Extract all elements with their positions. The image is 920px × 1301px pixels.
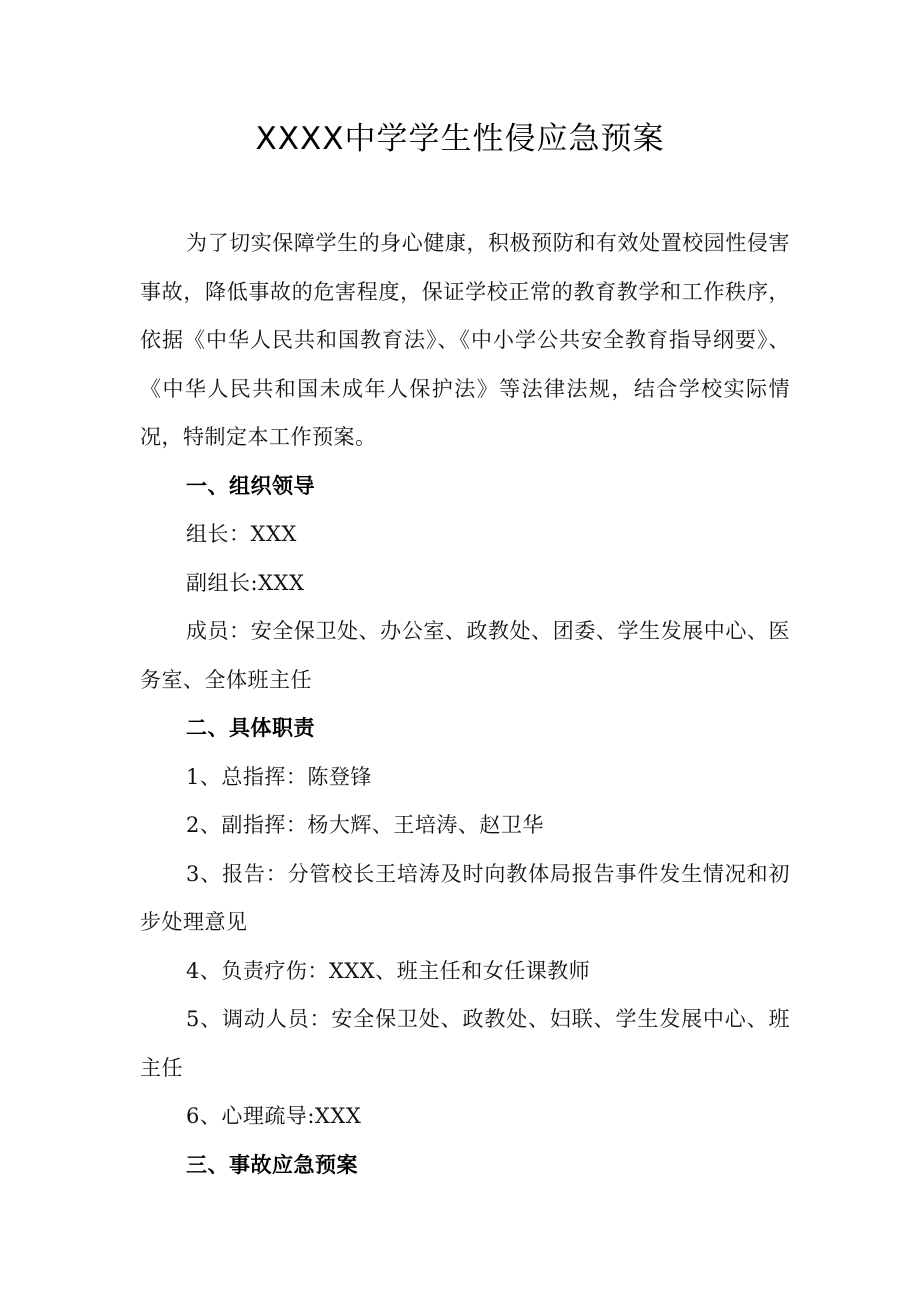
deputy-leader-line: 副组长:XXX <box>186 570 305 595</box>
document-title: XXXX中学学生性侵应急预案 <box>255 121 665 157</box>
responsibility-item: 4、负责疗伤：XXX、班主任和女任课教师 <box>186 958 591 983</box>
intro-paragraph: 为了切实保障学生的身心健康，积极预防和有效处置校园性侵害事故，降低事故的危害程度，保证学校正常的教育教学和工作秩序，依据《中华人民共和国教育法》、《中小学公共安全教育指导纲要》、《中华人民共和国未成年人保护法》等法律法规，结合学校实际情况，特制定本工作预案。 <box>140 231 790 449</box>
leader-line: 组长：XXX <box>186 522 297 546</box>
section-heading-organization: 一、组织领导 <box>186 473 315 498</box>
document-body <box>140 219 790 1189</box>
responsibility-item: 6、心理疏导:XXX <box>186 1104 362 1128</box>
responsibility-item: 3、报告：分管校长王培涛及时向教体局报告事件发生情况和初步处理意见 <box>140 861 790 934</box>
responsibility-item: 5、调动人员：安全保卫处、政教处、妇联、学生发展中心、班主任 <box>140 1007 790 1080</box>
responsibility-item: 2、副指挥：杨大辉、王培涛、赵卫华 <box>186 813 544 837</box>
section-heading-responsibilities: 二、具体职责 <box>186 716 315 740</box>
members-paragraph: 成员：安全保卫处、办公室、政教处、团委、学生发展中心、医务室、全体班主任 <box>140 619 790 692</box>
responsibility-item: 1、总指挥：陈登锋 <box>186 764 372 789</box>
section-heading-emergency-plan: 三、事故应急预案 <box>186 1152 358 1177</box>
